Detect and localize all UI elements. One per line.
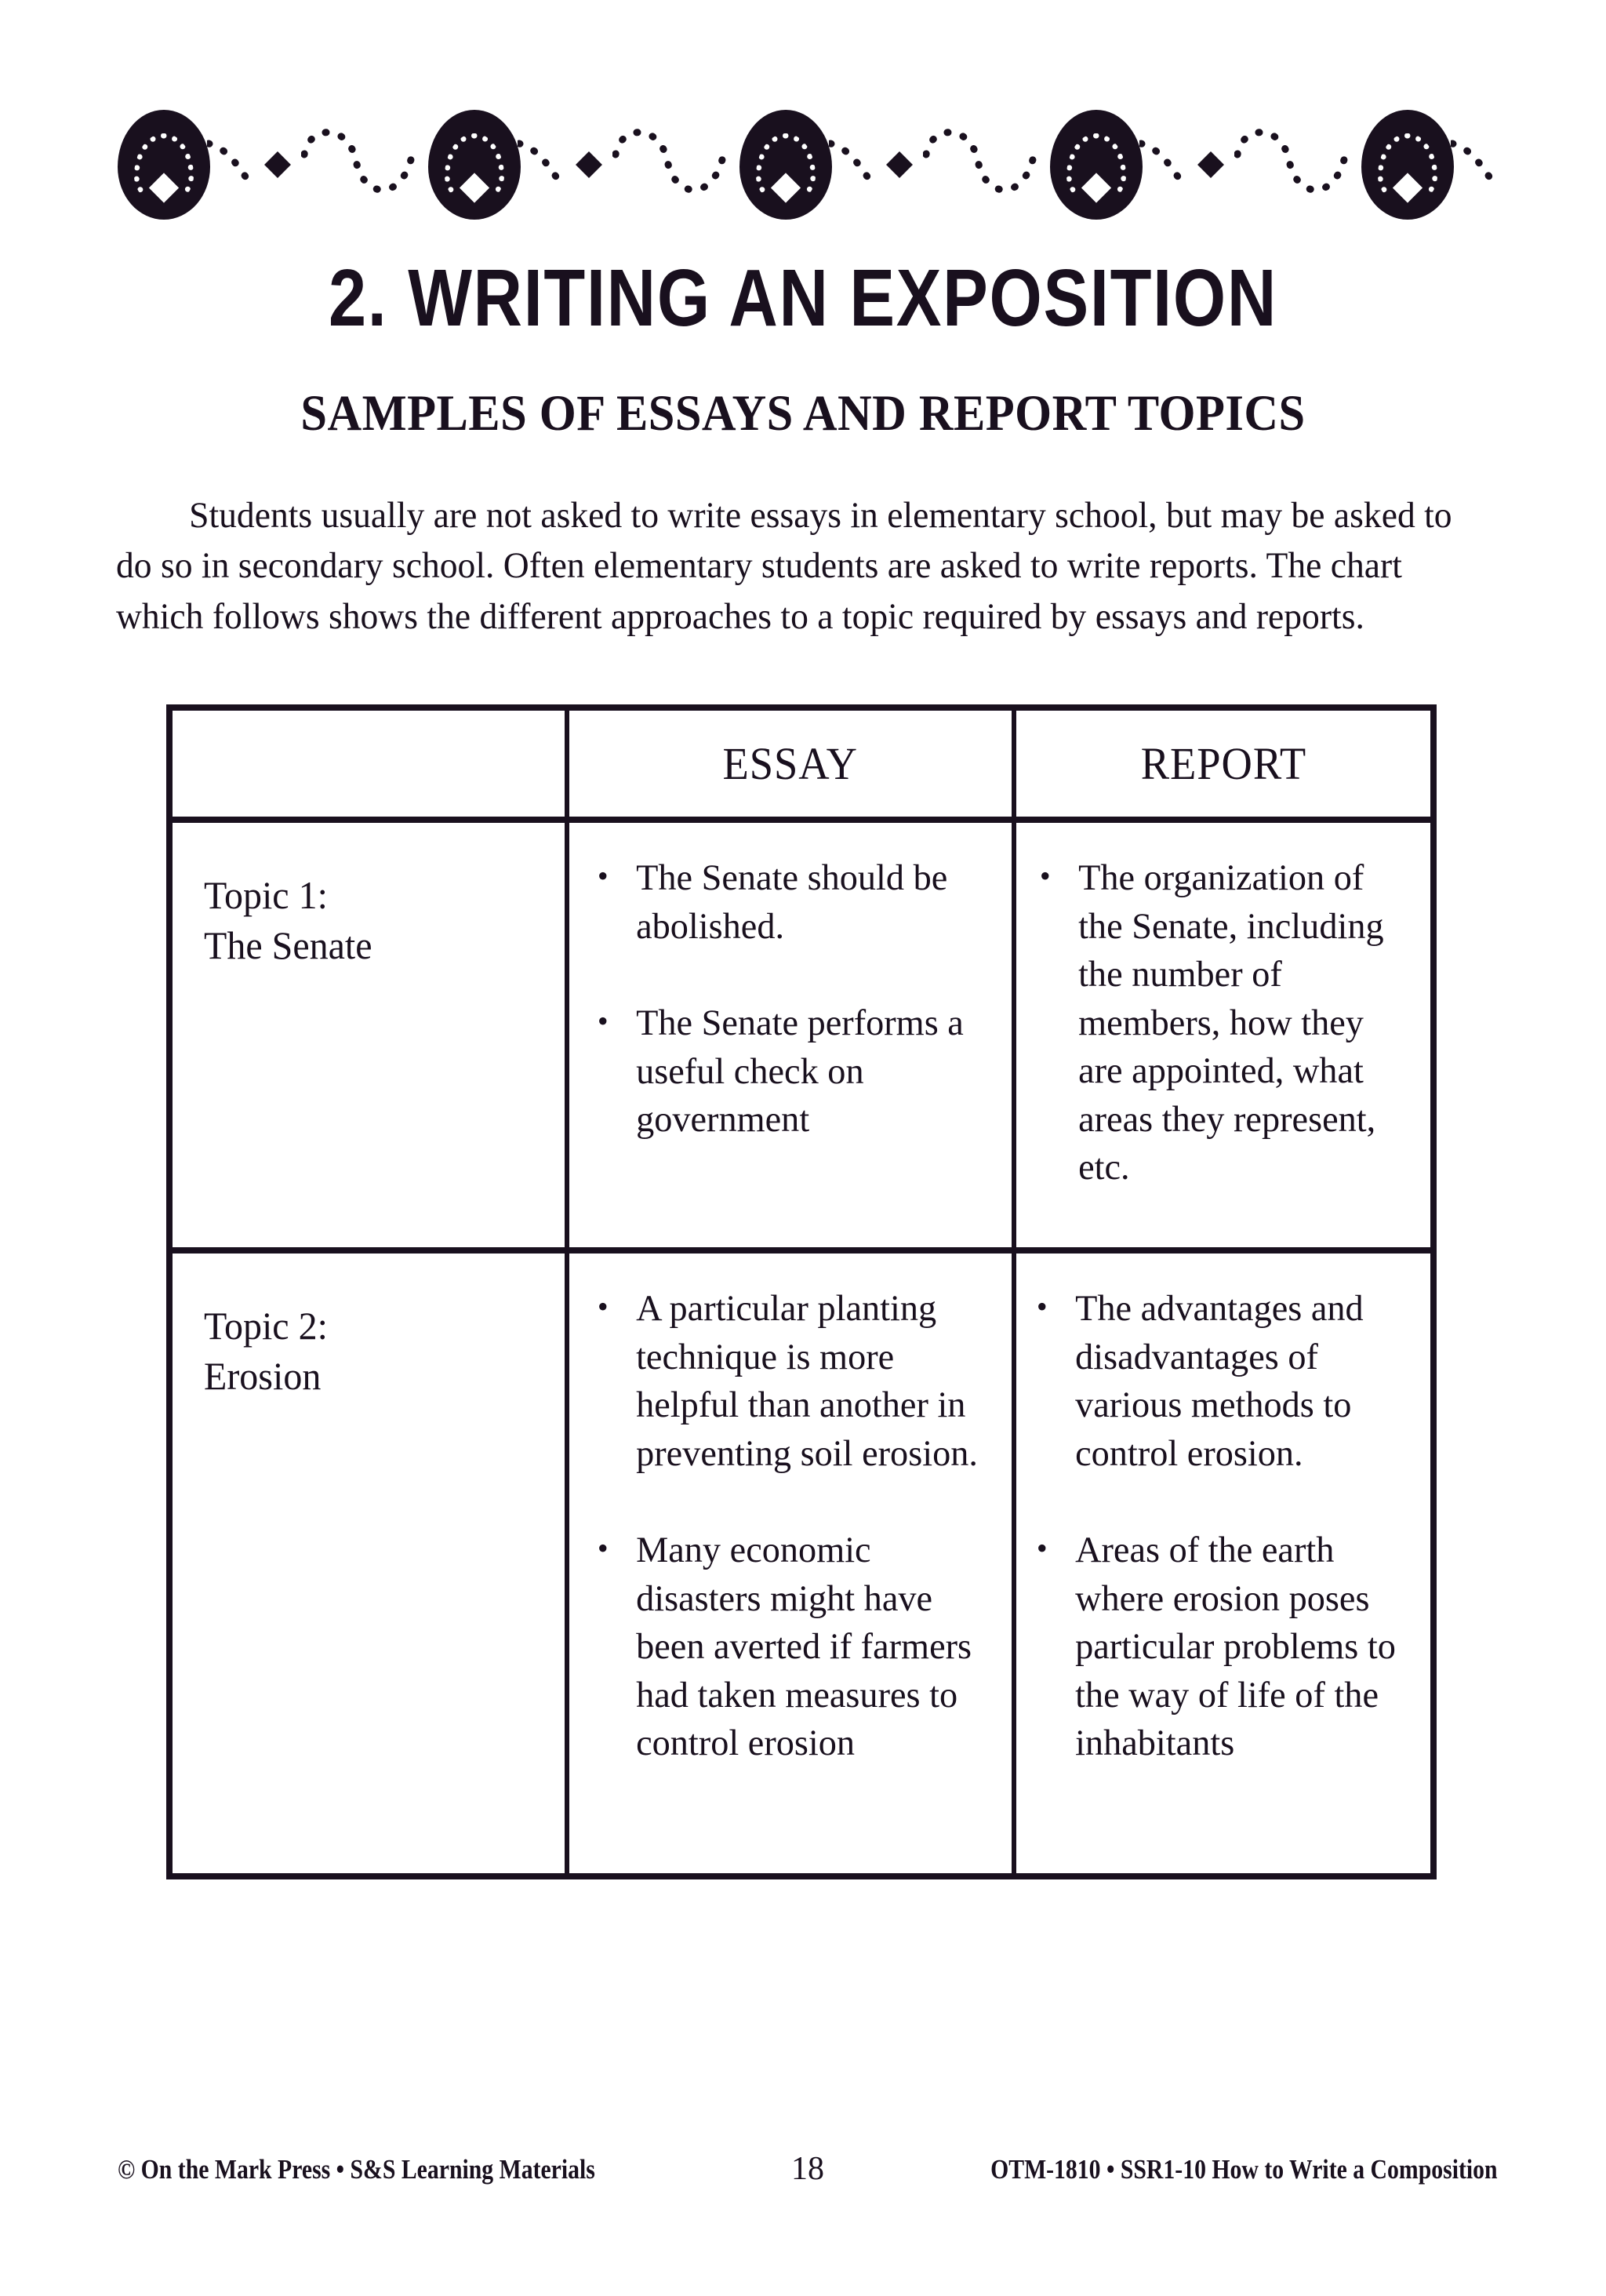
swirl-tail-icon bbox=[207, 129, 254, 200]
diamond-icon bbox=[1197, 151, 1224, 178]
page-subtitle: SAMPLES OF ESSAYS AND REPORT TOPICS bbox=[300, 385, 1306, 442]
topic-name: The Senate bbox=[204, 923, 372, 967]
header-label-essay: ESSAY bbox=[722, 738, 859, 789]
wave-icon bbox=[612, 122, 730, 208]
swirl-blob-icon bbox=[1361, 110, 1454, 220]
ornament-strip bbox=[118, 110, 1498, 220]
topic-number: Topic 1: bbox=[204, 873, 328, 917]
header-cell-report bbox=[1012, 711, 1430, 817]
wave-icon bbox=[301, 122, 419, 208]
diamond-icon bbox=[886, 151, 913, 178]
topic-number: Topic 2: bbox=[204, 1303, 328, 1348]
topic-cell bbox=[173, 823, 565, 1247]
list-item: • A particular planting technique is more helpful than another in preventing soil erosion. bbox=[588, 1285, 985, 1478]
swirl-tail-icon bbox=[518, 129, 565, 200]
table-row bbox=[173, 817, 1430, 1247]
header-label-report: REPORT bbox=[1140, 738, 1306, 789]
swirl-blob-icon bbox=[1050, 110, 1143, 220]
table-header-row bbox=[173, 711, 1430, 817]
list-item: • The organization of the Senate, including the number of members, how they are appointed, what areas they represent, etc. bbox=[1030, 854, 1404, 1192]
wave-icon bbox=[1234, 122, 1352, 208]
swirl-tail-icon bbox=[1451, 129, 1498, 200]
essay-bullet-list bbox=[569, 823, 1012, 1199]
essay-cell bbox=[565, 1254, 1012, 1873]
swirl-blob-icon bbox=[118, 110, 210, 220]
list-item: • Areas of the earth where erosion poses particular problems to the way of life of the inhabitants bbox=[1027, 1526, 1404, 1768]
list-item: • The advantages and disadvantages of various methods to control erosion. bbox=[1027, 1285, 1404, 1478]
page-title: 2. WRITING AN EXPOSITION bbox=[328, 253, 1278, 343]
report-bullet-list bbox=[1016, 1254, 1430, 1812]
ornament-unit bbox=[1361, 110, 1498, 220]
page-footer bbox=[118, 2151, 1498, 2195]
diamond-icon bbox=[264, 151, 291, 178]
table-row bbox=[173, 1247, 1430, 1873]
header-cell-essay bbox=[565, 711, 1012, 817]
report-cell bbox=[1012, 823, 1430, 1247]
footer-page-number: 18 bbox=[791, 2151, 824, 2187]
topic-cell bbox=[173, 1254, 565, 1873]
list-item: • The Senate should be abolished. bbox=[588, 854, 985, 951]
footer-product-code: OTM-1810 • SSR1-10 How to Write a Composition bbox=[990, 2154, 1498, 2185]
diamond-icon bbox=[576, 151, 602, 178]
report-cell bbox=[1012, 1254, 1430, 1873]
ornament-unit bbox=[739, 110, 876, 220]
report-bullet-list bbox=[1016, 823, 1430, 1247]
swirl-blob-icon bbox=[428, 110, 521, 220]
ornament-unit bbox=[118, 110, 254, 220]
ornament-unit bbox=[1050, 110, 1186, 220]
wave-icon bbox=[923, 122, 1041, 208]
swirl-blob-icon bbox=[739, 110, 832, 220]
essay-report-comparison-table bbox=[166, 704, 1437, 1879]
essay-bullet-list bbox=[569, 1254, 1012, 1812]
essay-cell bbox=[565, 823, 1012, 1247]
list-item: • Many economic disasters might have been averted if farmers had taken measures to control erosion bbox=[588, 1526, 985, 1768]
topic-name: Erosion bbox=[204, 1353, 322, 1398]
intro-paragraph: Students usually are not asked to write essays in elementary school, but may be asked to do so in secondary school. Often elementary students are asked to write reports. The chart which follows shows the different approaches to a topic required by essays and reports. bbox=[116, 495, 1452, 637]
header-cell-topic bbox=[173, 711, 565, 817]
footer-copyright: © On the Mark Press • S&S Learning Materials bbox=[118, 2154, 595, 2185]
ornament-unit bbox=[428, 110, 565, 220]
swirl-tail-icon bbox=[1139, 129, 1186, 200]
swirl-tail-icon bbox=[829, 129, 876, 200]
list-item: • The Senate performs a useful check on government bbox=[588, 999, 985, 1144]
